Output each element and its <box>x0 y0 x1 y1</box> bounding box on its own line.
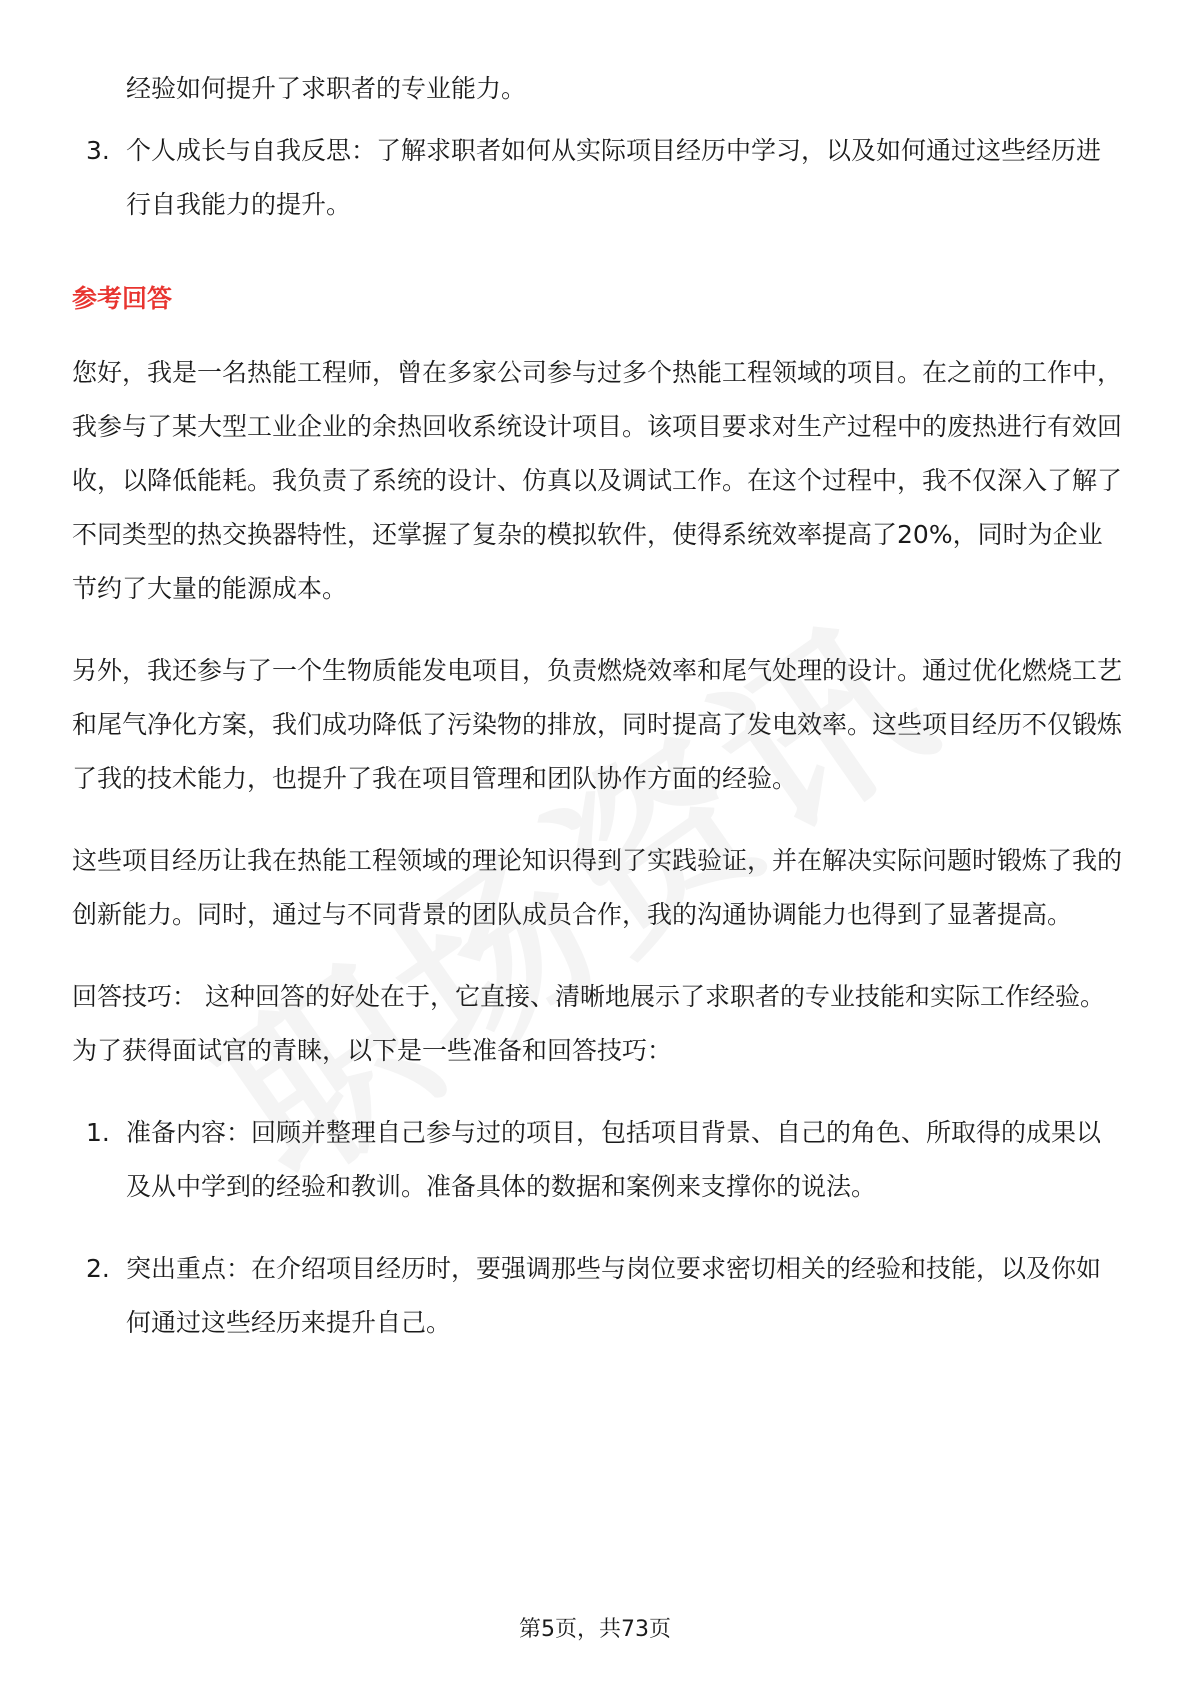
list-item-continuation: 经验如何提升了求职者的专业能力。 <box>126 74 527 103</box>
list-item-text: 突出重点：在介绍项目经历时，要强调那些与岗位要求密切相关的经验和技能，以及你如何通过这些经历来提升自己。 <box>126 1254 1102 1337</box>
answer-paragraph-1: 您好，我是一名热能工程师，曾在多家公司参与过多个热能工程领域的项目。在之前的工作中，我参与了某大型工业企业的余热回收系统设计项目。该项目要求对生产过程中的废热进行有效回收，以降低能耗。我负责了系统的设计、仿真以及调试工作。在这个过程中，我不仅深入了解了不同类型的热交换器特性，还掌握了复杂的模拟软件，使得系统效率提高了20%，同时为企业节约了大量的能源成本。 <box>72 358 1123 603</box>
answer-paragraph-3: 这些项目经历让我在热能工程领域的理论知识得到了实践验证，并在解决实际问题时锻炼了我的创新能力。同时，通过与不同背景的团队成员合作，我的沟通协调能力也得到了显著提高。 <box>72 846 1123 929</box>
answer-paragraph-2: 另外，我还参与了一个生物质能发电项目，负责燃烧效率和尾气处理的设计。通过优化燃烧工艺和尾气净化方案，我们成功降低了污染物的排放，同时提高了发电效率。这些项目经历不仅锻炼了我的技术能力，也提升了我在项目管理和团队协作方面的经验。 <box>72 656 1123 793</box>
list-item-text: 准备内容：回顾并整理自己参与过的项目，包括项目背景、自己的角色、所取得的成果以及从中学到的经验和教训。准备具体的数据和案例来支撑你的说法。 <box>126 1118 1102 1201</box>
tip-item-2 <box>72 1242 1122 1350</box>
tips-list <box>72 1106 1122 1350</box>
list-number: 3. <box>86 136 110 165</box>
list-number: 2. <box>86 1254 110 1283</box>
list-item-3 <box>72 124 1122 232</box>
section-title: 参考回答 <box>72 284 173 313</box>
list-number: 1. <box>86 1118 110 1147</box>
tips-intro-paragraph: 回答技巧： 这种回答的好处在于，它直接、清晰地展示了求职者的专业技能和实际工作经验。为了获得面试官的青睐，以下是一些准备和回答技巧： <box>72 982 1105 1065</box>
page-content <box>72 62 1122 1378</box>
list-item-text: 个人成长与自我反思：了解求职者如何从实际项目经历中学习，以及如何通过这些经历进行自我能力的提升。 <box>126 136 1102 219</box>
tip-item-1 <box>72 1106 1122 1214</box>
page-footer: 第5页，共73页 <box>519 1617 671 1642</box>
